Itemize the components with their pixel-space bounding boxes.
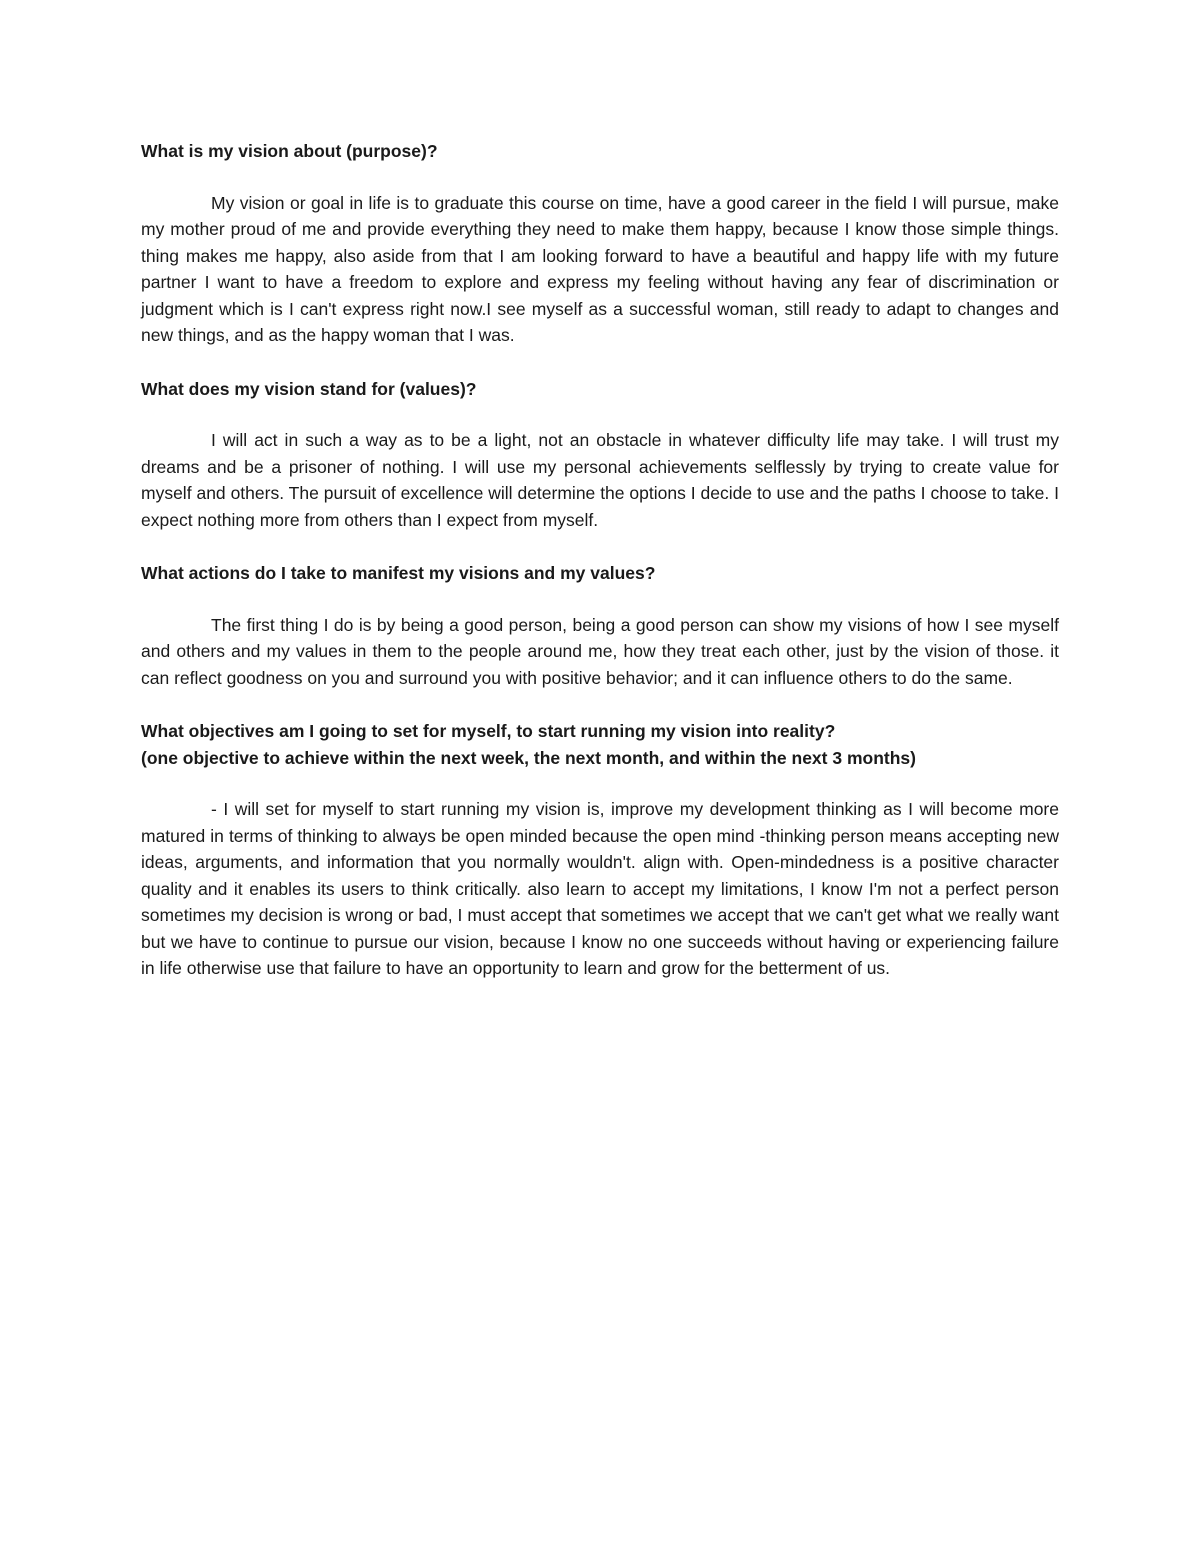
section-heading-purpose: What is my vision about (purpose)? [141,141,438,161]
section-heading-objectives: What objectives am I going to set for myself, to start running my vision into reality? [141,721,836,741]
section-body-objectives: - I will set for myself to start running my vision is, improve my development thinking as I will become more matured in terms of thinking to always be open minded because the open mind -thinking person means accepting new ideas, arguments, and information that you normally wouldn't. align with. Open-mindedness is a positive character quality and it enables its users to think critically. also learn to accept my limitations, I know I'm not a perfect person sometimes my decision is wrong or bad, I must accept that sometimes we accept that we can't get what we really want but we have to continue to pursue our vision, because I know no one succeeds without having or experiencing failure in life otherwise use that failure to have an opportunity to learn and grow for the betterment of us. [141,799,1059,978]
section-objectives [141,718,1059,982]
section-heading-values: What does my vision stand for (values)? [141,378,477,399]
section-body-purpose: My vision or goal in life is to graduate this course on time, have a good career in the field I will pursue, make my mother proud of me and provide everything they need to make them happy, because I know those simple things. thing makes me happy, also aside from that I am looking forward to have a beautiful and happy life with my future partner I want to have a freedom to explore and express my feeling without having any fear of discrimination or judgment which is I can't express right now.I see myself as a successful woman, still ready to adapt to changes and new things, and as the happy woman that I was. [141,192,1059,345]
section-body-actions: The first thing I do is by being a good person, being a good person can show my visions of how I see myself and others and my values in them to the people around me, how they treat each other, just by the vision of those. it can reflect goodness on you and surround you with positive behavior; and it can influence others to do the same. [141,614,1059,688]
section-values [141,376,1059,534]
section-heading-actions: What actions do I take to manifest my visions and my values? [141,563,656,583]
section-actions [141,560,1059,691]
section-subheading-objectives: (one objective to achieve within the next week, the next month, and within the next 3 months) [141,747,916,768]
section-purpose [141,138,1059,349]
document-page [141,138,1059,982]
section-body-values: I will act in such a way as to be a light, not an obstacle in whatever difficulty life may take. I will trust my dreams and be a prisoner of nothing. I will use my personal achievements selflessly by trying to create value for myself and others. The pursuit of excellence will determine the options I decide to use and the paths I choose to take. I expect nothing more from others than I expect from myself. [141,430,1059,530]
